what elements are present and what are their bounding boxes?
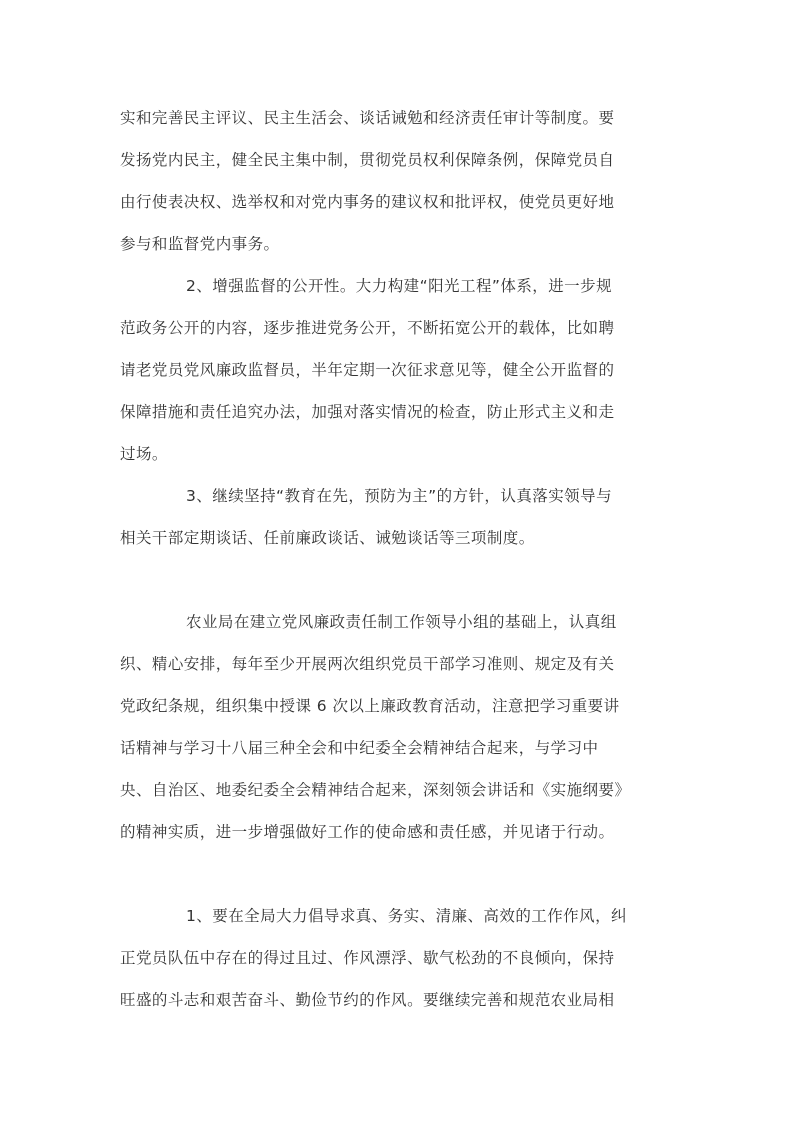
text-line: 央、自治区、地委纪委全会精神结合起来，深刻领会讲话和《实施纲要》	[120, 781, 631, 799]
text-line: 保障措施和责任追究办法，加强对落实情况的检查，防止形式主义和走	[120, 403, 615, 421]
text-line: 话精神与学习十八届三种全会和中纪委全会精神结合起来，与学习中	[120, 739, 599, 757]
text-line: 织、精心安排，每年至少开展两次组织党员干部学习准则、规定及有关	[120, 655, 615, 673]
text-line: 由行使表决权、选举权和对党内事务的建议权和批评权，使党员更好地	[120, 193, 615, 211]
text-line: 正党员队伍中存在的得过且过、作风漂浮、歇气松劲的不良倾向，保持	[120, 949, 615, 967]
text-line: 过场。	[120, 445, 168, 463]
text-line: 1、要在全局大力倡导求真、务实、清廉、高效的工作作风，纠	[186, 907, 627, 925]
text-line: 实和完善民主评议、民主生活会、谈话诫勉和经济责任审计等制度。要	[120, 109, 615, 127]
text-line: 相关干部定期谈话、任前廉政谈话、诫勉谈话等三项制度。	[120, 529, 535, 547]
text-line: 发扬党内民主，健全民主集中制，贯彻党员权利保障条例，保障党员自	[120, 151, 615, 169]
text-line: 范政务公开的内容，逐步推进党务公开，不断拓宽公开的载体，比如聘	[120, 319, 615, 337]
text-line: 3、继续坚持“教育在先，预防为主”的方针，认真落实领导与	[186, 487, 613, 505]
text-line: 请老党员党风廉政监督员，半年定期一次征求意见等，健全公开监督的	[120, 361, 615, 379]
text-line: 党政纪条规，组织集中授课 6 次以上廉政教育活动，注意把学习重要讲	[120, 697, 620, 715]
text-line: 旺盛的斗志和艰苦奋斗、勤俭节约的作风。要继续完善和规范农业局相	[120, 991, 615, 1009]
text-line: 参与和监督党内事务。	[120, 235, 280, 253]
text-line: 2、增强监督的公开性。大力构建“阳光工程”体系，进一步规	[186, 277, 613, 295]
text-line: 的精神实质，进一步增强做好工作的使命感和责任感，并见诸于行动。	[120, 823, 615, 841]
text-line: 农业局在建立党风廉政责任制工作领导小组的基础上，认真组	[186, 613, 617, 631]
